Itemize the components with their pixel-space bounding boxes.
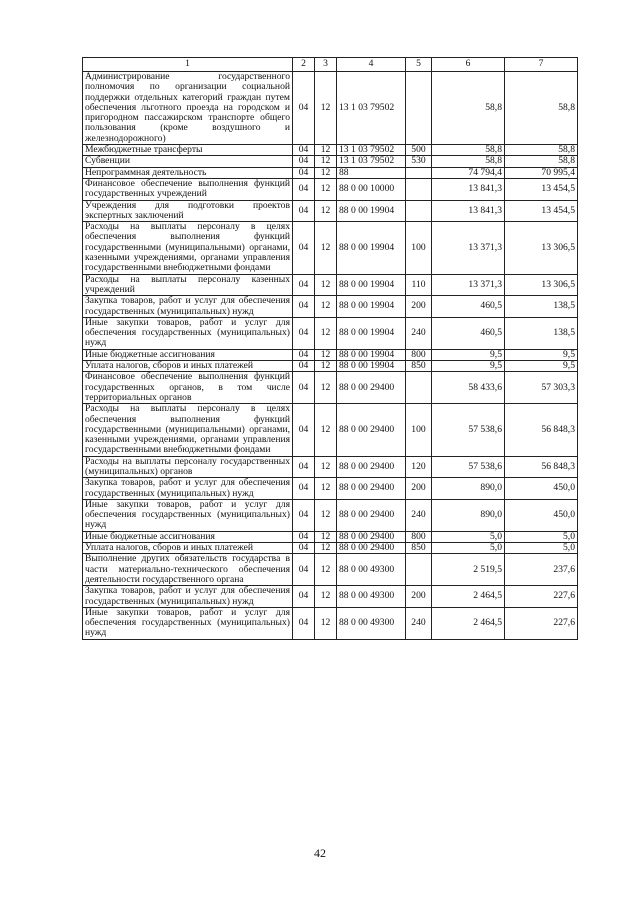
section-cell: 04 (293, 296, 315, 318)
row-name-cell: Закупка товаров, работ и услуг для обеспечения государственных (муниципальных) нужд (83, 296, 293, 318)
amount-col6-cell: 460,5 (432, 296, 505, 318)
section-cell: 04 (293, 222, 315, 274)
expense-type-cell: 200 (406, 296, 432, 318)
target-article-cell: 88 (337, 167, 406, 178)
amount-col6-cell: 2 464,5 (432, 586, 505, 608)
section-cell: 04 (293, 531, 315, 542)
expense-type-cell (406, 72, 432, 145)
section-cell: 04 (293, 404, 315, 456)
table-row (83, 499, 578, 531)
amount-col7-cell: 13 454,5 (505, 178, 578, 200)
expense-type-cell: 850 (406, 361, 432, 372)
amount-col7-cell: 237,6 (505, 554, 578, 586)
table-row (83, 456, 578, 478)
target-article-cell: 88 0 00 19904 (337, 200, 406, 222)
row-name-cell: Финансовое обеспечение выполнения функций государственных учреждений (83, 178, 293, 200)
column-header: 7 (505, 58, 578, 72)
row-name-cell: Расходы на выплаты персоналу в целях обеспечения выполнения функций государственными (муниципальными) органами, казенными учреждениями, органами управления государственными внебюджетными фондами (83, 222, 293, 274)
row-name-cell: Непрограммная деятельность (83, 167, 293, 178)
row-name-cell: Иные закупки товаров, работ и услуг для обеспечения государственных (муниципальных) нужд (83, 317, 293, 349)
amount-col7-cell: 450,0 (505, 499, 578, 531)
subsection-cell: 12 (315, 72, 337, 145)
table-row (83, 531, 578, 542)
row-name-cell: Иные бюджетные ассигнования (83, 531, 293, 542)
target-article-cell: 88 0 00 19904 (337, 317, 406, 349)
expense-type-cell: 500 (406, 145, 432, 156)
expense-type-cell: 200 (406, 586, 432, 608)
table-row (83, 222, 578, 274)
row-name-cell: Расходы на выплаты персоналу казенных учреждений (83, 274, 293, 296)
column-header: 5 (406, 58, 432, 72)
subsection-cell: 12 (315, 145, 337, 156)
row-name-cell: Иные бюджетные ассигнования (83, 349, 293, 360)
amount-col6-cell: 58,8 (432, 156, 505, 167)
subsection-cell: 12 (315, 178, 337, 200)
amount-col6-cell: 57 538,6 (432, 456, 505, 478)
column-header: 2 (293, 58, 315, 72)
subsection-cell: 12 (315, 156, 337, 167)
amount-col6-cell: 5,0 (432, 543, 505, 554)
amount-col6-cell: 13 371,3 (432, 222, 505, 274)
amount-col7-cell: 58,8 (505, 145, 578, 156)
amount-col6-cell: 9,5 (432, 361, 505, 372)
section-cell: 04 (293, 361, 315, 372)
table-row (83, 167, 578, 178)
expense-type-cell: 120 (406, 456, 432, 478)
amount-col7-cell: 56 848,3 (505, 456, 578, 478)
table-row (83, 178, 578, 200)
subsection-cell: 12 (315, 167, 337, 178)
amount-col7-cell: 13 306,5 (505, 222, 578, 274)
section-cell: 04 (293, 72, 315, 145)
table-row (83, 296, 578, 318)
amount-col6-cell: 58,8 (432, 145, 505, 156)
row-name-cell: Расходы на выплаты персоналу государственных (муниципальных) органов (83, 456, 293, 478)
amount-col7-cell: 138,5 (505, 317, 578, 349)
amount-col6-cell: 2 519,5 (432, 554, 505, 586)
row-name-cell: Субвенции (83, 156, 293, 167)
amount-col7-cell: 13 454,5 (505, 200, 578, 222)
section-cell: 04 (293, 499, 315, 531)
column-header: 6 (432, 58, 505, 72)
section-cell: 04 (293, 607, 315, 639)
section-cell: 04 (293, 156, 315, 167)
subsection-cell: 12 (315, 404, 337, 456)
subsection-cell: 12 (315, 222, 337, 274)
amount-col6-cell: 460,5 (432, 317, 505, 349)
amount-col7-cell: 70 995,4 (505, 167, 578, 178)
target-article-cell: 88 0 00 19904 (337, 349, 406, 360)
row-name-cell: Финансовое обеспечение выполнения функций государственных органов, в том числе территориальных органов (83, 372, 293, 404)
amount-col6-cell: 74 794,4 (432, 167, 505, 178)
table-row (83, 586, 578, 608)
target-article-cell: 88 0 00 29400 (337, 372, 406, 404)
amount-col6-cell: 890,0 (432, 478, 505, 500)
expense-type-cell (406, 372, 432, 404)
budget-table (82, 57, 578, 640)
amount-col7-cell: 9,5 (505, 361, 578, 372)
amount-col7-cell: 58,8 (505, 156, 578, 167)
row-name-cell: Уплата налогов, сборов и иных платежей (83, 543, 293, 554)
amount-col6-cell: 13 841,3 (432, 200, 505, 222)
target-article-cell: 88 0 00 19904 (337, 274, 406, 296)
amount-col6-cell: 13 841,3 (432, 178, 505, 200)
row-name-cell: Учреждения для подготовки проектов экспертных заключений (83, 200, 293, 222)
column-header: 3 (315, 58, 337, 72)
expense-type-cell: 850 (406, 543, 432, 554)
section-cell: 04 (293, 200, 315, 222)
amount-col6-cell: 58,8 (432, 72, 505, 145)
row-name-cell: Уплата налогов, сборов и иных платежей (83, 361, 293, 372)
amount-col6-cell: 57 538,6 (432, 404, 505, 456)
target-article-cell: 88 0 00 29400 (337, 456, 406, 478)
amount-col6-cell: 58 433,6 (432, 372, 505, 404)
amount-col6-cell: 13 371,3 (432, 274, 505, 296)
row-name-cell: Выполнение других обязательств государства в части материально-технического обеспечения деятельности государственного органа (83, 554, 293, 586)
header-row (83, 58, 578, 72)
section-cell: 04 (293, 372, 315, 404)
table-row (83, 349, 578, 360)
subsection-cell: 12 (315, 361, 337, 372)
row-name-cell: Иные закупки товаров, работ и услуг для обеспечения государственных (муниципальных) нужд (83, 499, 293, 531)
table-body (83, 72, 578, 640)
target-article-cell: 88 0 00 29400 (337, 499, 406, 531)
section-cell: 04 (293, 167, 315, 178)
table-row (83, 156, 578, 167)
expense-type-cell: 800 (406, 349, 432, 360)
table-row (83, 317, 578, 349)
section-cell: 04 (293, 274, 315, 296)
subsection-cell: 12 (315, 607, 337, 639)
subsection-cell: 12 (315, 296, 337, 318)
target-article-cell: 88 0 00 10000 (337, 178, 406, 200)
amount-col6-cell: 890,0 (432, 499, 505, 531)
expense-type-cell: 240 (406, 607, 432, 639)
subsection-cell: 12 (315, 372, 337, 404)
row-name-cell: Закупка товаров, работ и услуг для обеспечения государственных (муниципальных) нужд (83, 478, 293, 500)
table-row (83, 361, 578, 372)
amount-col7-cell: 138,5 (505, 296, 578, 318)
target-article-cell: 88 0 00 19904 (337, 222, 406, 274)
target-article-cell: 88 0 00 49300 (337, 554, 406, 586)
table-row (83, 274, 578, 296)
row-name-cell: Администрирование государственного полномочия по организации социальной поддержки отдельных категорий граждан путем обеспечения льготного проезда на городском и пригородном пассажирском транспорте общего пользования (кроме воздушного и железнодорожного) (83, 72, 293, 145)
section-cell: 04 (293, 317, 315, 349)
table-row (83, 72, 578, 145)
column-header: 4 (337, 58, 406, 72)
expense-type-cell: 800 (406, 531, 432, 542)
page-number: 42 (314, 846, 326, 860)
table-row (83, 372, 578, 404)
amount-col7-cell: 9,5 (505, 349, 578, 360)
amount-col7-cell: 56 848,3 (505, 404, 578, 456)
amount-col7-cell: 5,0 (505, 543, 578, 554)
target-article-cell: 88 0 00 49300 (337, 586, 406, 608)
expense-type-cell (406, 178, 432, 200)
target-article-cell: 13 1 03 79502 (337, 145, 406, 156)
subsection-cell: 12 (315, 531, 337, 542)
table-row (83, 478, 578, 500)
column-header: 1 (83, 58, 293, 72)
table-row (83, 200, 578, 222)
table-row (83, 607, 578, 639)
section-cell: 04 (293, 554, 315, 586)
amount-col7-cell: 58,8 (505, 72, 578, 145)
amount-col7-cell: 450,0 (505, 478, 578, 500)
target-article-cell: 88 0 00 29400 (337, 404, 406, 456)
amount-col7-cell: 13 306,5 (505, 274, 578, 296)
subsection-cell: 12 (315, 349, 337, 360)
amount-col7-cell: 227,6 (505, 607, 578, 639)
subsection-cell: 12 (315, 200, 337, 222)
amount-col6-cell: 9,5 (432, 349, 505, 360)
subsection-cell: 12 (315, 274, 337, 296)
section-cell: 04 (293, 145, 315, 156)
amount-col7-cell: 57 303,3 (505, 372, 578, 404)
row-name-cell: Межбюджетные трансферты (83, 145, 293, 156)
expense-type-cell (406, 200, 432, 222)
target-article-cell: 88 0 00 29400 (337, 531, 406, 542)
table-row (83, 145, 578, 156)
subsection-cell: 12 (315, 554, 337, 586)
section-cell: 04 (293, 178, 315, 200)
expense-type-cell: 100 (406, 404, 432, 456)
amount-col6-cell: 2 464,5 (432, 607, 505, 639)
expense-type-cell: 530 (406, 156, 432, 167)
table-row (83, 404, 578, 456)
subsection-cell: 12 (315, 586, 337, 608)
expense-type-cell: 240 (406, 317, 432, 349)
section-cell: 04 (293, 349, 315, 360)
expense-type-cell (406, 554, 432, 586)
subsection-cell: 12 (315, 456, 337, 478)
amount-col6-cell: 5,0 (432, 531, 505, 542)
target-article-cell: 13 1 03 79502 (337, 72, 406, 145)
expense-type-cell: 200 (406, 478, 432, 500)
row-name-cell: Расходы на выплаты персоналу в целях обеспечения выполнения функций государственными (муниципальными) органами, казенными учреждениями, органами управления государственными внебюджетными фондами (83, 404, 293, 456)
target-article-cell: 88 0 00 49300 (337, 607, 406, 639)
target-article-cell: 88 0 00 19904 (337, 296, 406, 318)
expense-type-cell: 110 (406, 274, 432, 296)
row-name-cell: Иные закупки товаров, работ и услуг для обеспечения государственных (муниципальных) нужд (83, 607, 293, 639)
target-article-cell: 88 0 00 29400 (337, 543, 406, 554)
section-cell: 04 (293, 456, 315, 478)
target-article-cell: 88 0 00 19904 (337, 361, 406, 372)
expense-type-cell: 240 (406, 499, 432, 531)
expense-type-cell (406, 167, 432, 178)
expense-type-cell: 100 (406, 222, 432, 274)
subsection-cell: 12 (315, 543, 337, 554)
section-cell: 04 (293, 543, 315, 554)
amount-col7-cell: 227,6 (505, 586, 578, 608)
target-article-cell: 13 1 03 79502 (337, 156, 406, 167)
subsection-cell: 12 (315, 478, 337, 500)
section-cell: 04 (293, 586, 315, 608)
target-article-cell: 88 0 00 29400 (337, 478, 406, 500)
amount-col7-cell: 5,0 (505, 531, 578, 542)
table-row (83, 554, 578, 586)
subsection-cell: 12 (315, 317, 337, 349)
subsection-cell: 12 (315, 499, 337, 531)
section-cell: 04 (293, 478, 315, 500)
table-row (83, 543, 578, 554)
row-name-cell: Закупка товаров, работ и услуг для обеспечения государственных (муниципальных) нужд (83, 586, 293, 608)
